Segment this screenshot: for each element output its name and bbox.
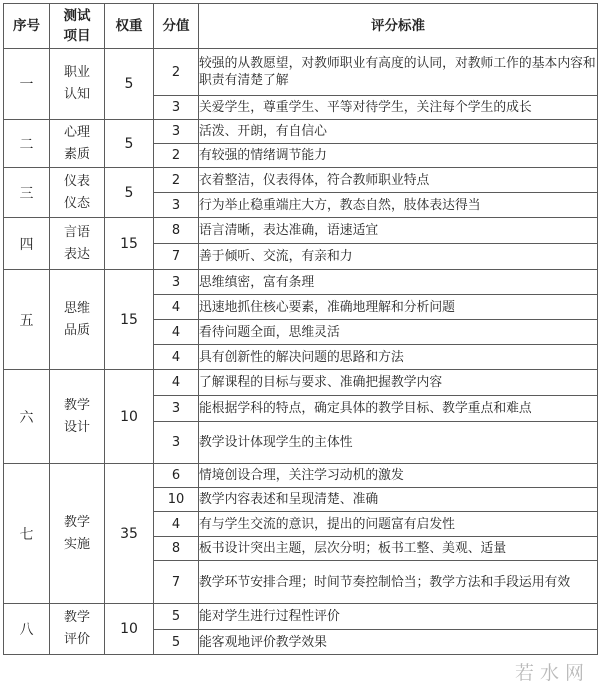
- test-item-line: 评价: [63, 632, 90, 647]
- weight-value: 5: [105, 168, 154, 218]
- criteria-text: 较强的从教愿望，对教师职业有高度的认同，对教师工作的基本内容和职责有清楚了解: [199, 49, 598, 96]
- header-item-line1: 测试: [63, 8, 91, 24]
- row-index: 三: [4, 168, 50, 218]
- scoring-table: [3, 3, 598, 655]
- criteria-text: 教学环节安排合理；时间节奏控制恰当；教学方法和手段运用有效: [199, 561, 598, 604]
- table-row: [4, 218, 598, 244]
- criteria-text: 情境创设合理，关注学习动机的激发: [199, 464, 598, 488]
- header-row: [4, 4, 598, 49]
- table-row: [4, 370, 598, 396]
- criteria-text: 迅速地抓住核心要素，准确地理解和分析问题: [199, 295, 598, 320]
- criteria-text: 语言清晰，表达准确，语速适宜: [199, 218, 598, 244]
- score-value: 7: [154, 561, 199, 604]
- score-value: 4: [154, 512, 199, 537]
- criteria-text: 思维缜密，富有条理: [199, 270, 598, 295]
- test-item-line: 教学: [63, 514, 90, 530]
- row-index: 六: [4, 370, 50, 464]
- header-criteria: 评分标准: [199, 4, 598, 49]
- test-item: [50, 464, 105, 604]
- criteria-text: 有较强的情绪调节能力: [199, 144, 598, 168]
- test-item-line: 品质: [63, 322, 90, 338]
- criteria-text: 板书设计突出主题，层次分明；板书工整、美观、适量: [199, 537, 598, 561]
- criteria-text: 看待问题全面，思维灵活: [199, 320, 598, 345]
- table-row: [4, 464, 598, 488]
- criteria-text: 能客观地评价教学效果: [199, 630, 598, 655]
- score-value: 3: [154, 396, 199, 422]
- test-item-line: 表达: [63, 246, 90, 262]
- test-item-line: 实施: [63, 536, 90, 552]
- score-value: 4: [154, 295, 199, 320]
- weight-value: 10: [105, 604, 154, 655]
- score-value: 3: [154, 193, 199, 218]
- weight-value: 5: [105, 49, 154, 120]
- score-value: 6: [154, 464, 199, 488]
- header-item: [50, 4, 105, 49]
- score-value: 4: [154, 370, 199, 396]
- table-row: [4, 49, 598, 96]
- criteria-text: 活泼、开朗，有自信心: [199, 120, 598, 144]
- test-item-line: 言语: [63, 224, 90, 240]
- row-index: 一: [4, 49, 50, 120]
- table-body: [4, 49, 598, 655]
- header-index: 序号: [4, 4, 50, 49]
- score-value: 5: [154, 630, 199, 655]
- score-value: 2: [154, 168, 199, 193]
- table-row: [4, 120, 598, 144]
- score-value: 3: [154, 270, 199, 295]
- criteria-text: 具有创新性的解决问题的思路和方法: [199, 345, 598, 370]
- row-index: 八: [4, 604, 50, 655]
- test-item-line: 认知: [63, 87, 90, 102]
- score-value: 10: [154, 488, 199, 512]
- watermark-text: 若水网: [514, 662, 590, 684]
- criteria-text: 能对学生进行过程性评价: [199, 604, 598, 630]
- weight-value: 5: [105, 120, 154, 168]
- criteria-text: 善于倾听、交流，有亲和力: [199, 244, 598, 270]
- test-item: [50, 604, 105, 655]
- table-row: [4, 604, 598, 630]
- score-value: 3: [154, 120, 199, 144]
- row-index: 七: [4, 464, 50, 604]
- test-item-line: 思维: [63, 300, 90, 316]
- test-item-line: 素质: [63, 146, 90, 162]
- test-item-line: 设计: [63, 419, 90, 435]
- weight-value: 10: [105, 370, 154, 464]
- test-item-line: 仪态: [63, 195, 90, 211]
- test-item: [50, 168, 105, 218]
- score-value: 3: [154, 96, 199, 120]
- row-index: 四: [4, 218, 50, 270]
- score-value: 2: [154, 49, 199, 96]
- weight-value: 15: [105, 270, 154, 370]
- criteria-text: 行为举止稳重端庄大方，教态自然，肢体表达得当: [199, 193, 598, 218]
- table-row: [4, 270, 598, 295]
- test-item-line: 职业: [63, 65, 90, 80]
- weight-value: 15: [105, 218, 154, 270]
- criteria-text: 关爱学生，尊重学生、平等对待学生，关注每个学生的成长: [199, 96, 598, 120]
- test-item: [50, 49, 105, 120]
- criteria-text: 有与学生交流的意识，提出的问题富有启发性: [199, 512, 598, 537]
- header-item-line2: 项目: [63, 28, 91, 44]
- test-item: [50, 120, 105, 168]
- weight-value: 35: [105, 464, 154, 604]
- test-item-line: 教学: [63, 610, 90, 625]
- score-value: 4: [154, 345, 199, 370]
- score-value: 5: [154, 604, 199, 630]
- row-index: 二: [4, 120, 50, 168]
- score-value: 3: [154, 422, 199, 464]
- test-item-line: 心理: [63, 124, 90, 140]
- row-index: 五: [4, 270, 50, 370]
- criteria-text: 教学内容表述和呈现清楚、准确: [199, 488, 598, 512]
- header-score: 分值: [154, 4, 199, 49]
- score-value: 8: [154, 537, 199, 561]
- test-item: [50, 370, 105, 464]
- score-value: 4: [154, 320, 199, 345]
- criteria-text: 衣着整洁，仪表得体，符合教师职业特点: [199, 168, 598, 193]
- criteria-text: 能根据学科的特点，确定具体的教学目标、教学重点和难点: [199, 396, 598, 422]
- criteria-text: 教学设计体现学生的主体性: [199, 422, 598, 464]
- criteria-text: 了解课程的目标与要求、准确把握教学内容: [199, 370, 598, 396]
- table-row: [4, 168, 598, 193]
- test-item: [50, 270, 105, 370]
- score-value: 8: [154, 218, 199, 244]
- test-item: [50, 218, 105, 270]
- header-weight: 权重: [105, 4, 154, 49]
- score-value: 7: [154, 244, 199, 270]
- test-item-line: 仪表: [63, 173, 90, 189]
- test-item-line: 教学: [63, 397, 90, 413]
- score-value: 2: [154, 144, 199, 168]
